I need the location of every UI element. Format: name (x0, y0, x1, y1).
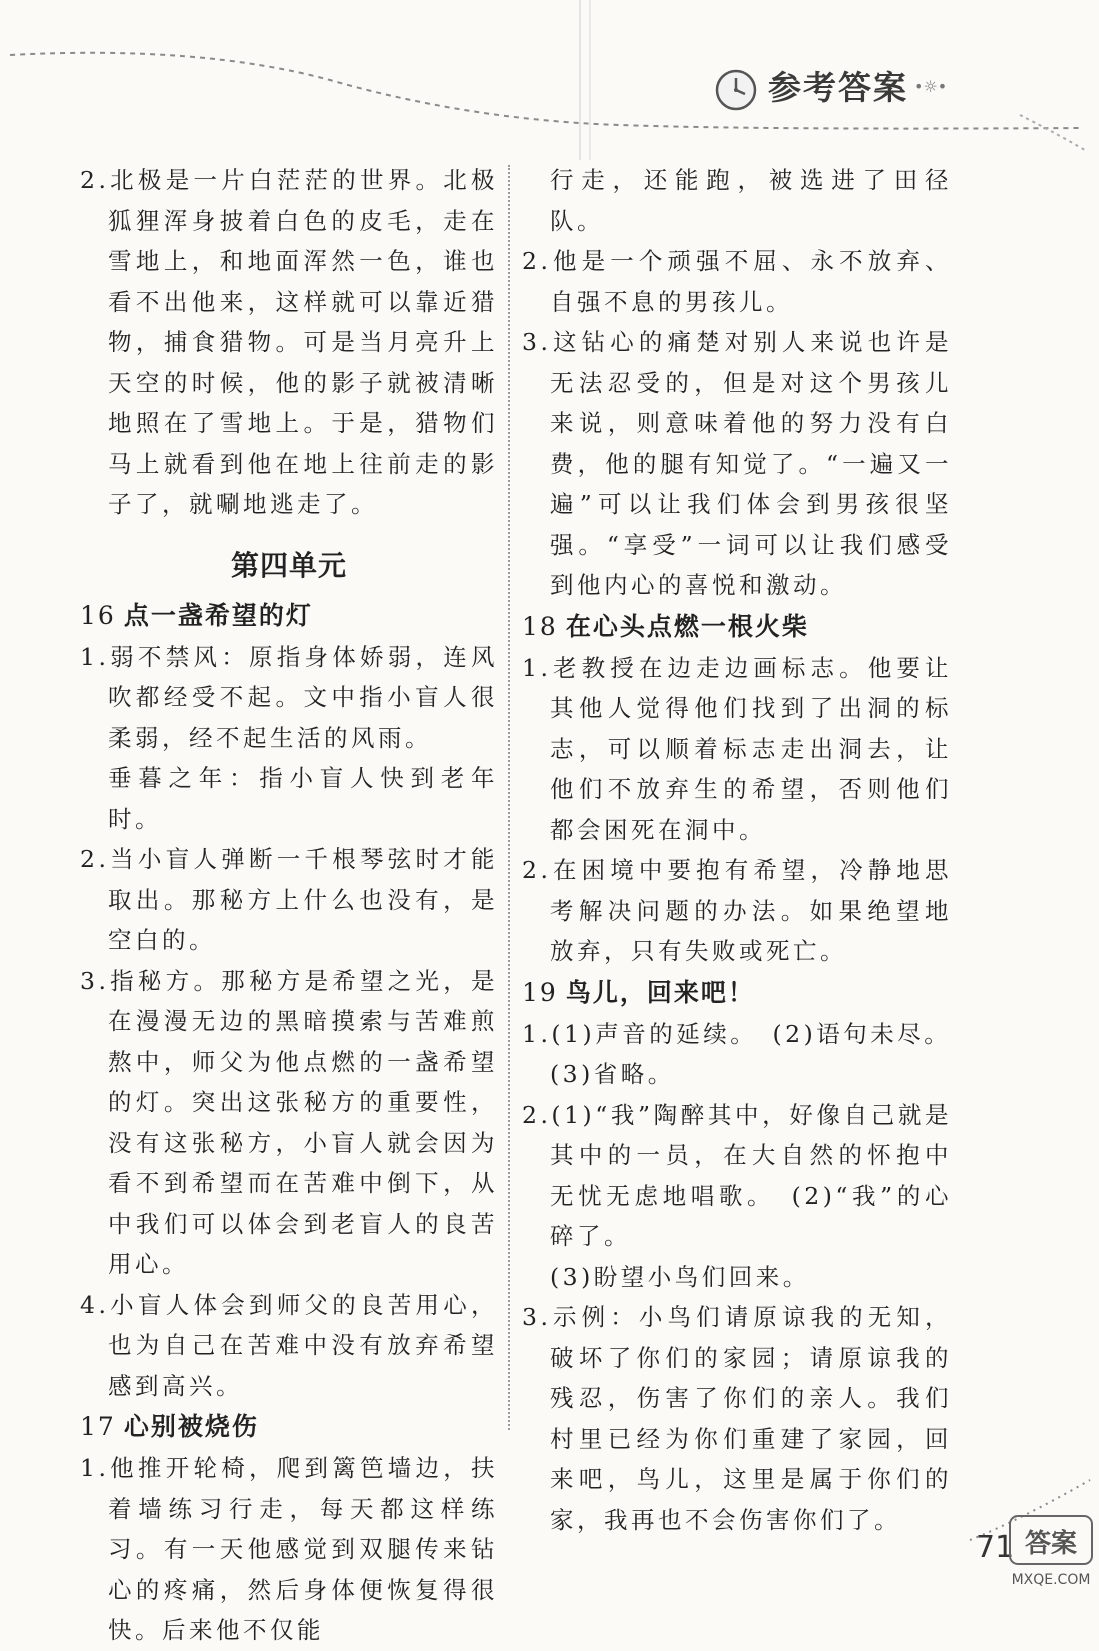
left-column (80, 160, 498, 1651)
clock-icon (712, 66, 760, 114)
page-header (0, 0, 1099, 160)
lesson-heading (522, 606, 952, 648)
lesson-heading (80, 1406, 498, 1448)
answer-continuation: 垂暮之年：指小盲人快到老年时。 (108, 764, 498, 833)
column-divider (508, 165, 510, 1430)
section-header-title: 参考答案 (768, 68, 908, 107)
answer-paragraph: 3.指秘方。那秘方是希望之光，是在漫漫无边的黑暗摸索与苦难煎熬中，师父为他点燃的一盏希望的灯。突出这张秘方的重要性，没有这张秘方，小盲人就会因为看不到希望而在苦难中倒下，从中我们可以体会到老盲人的良苦用心。 (80, 966, 498, 1278)
answer-paragraph: 2.在困境中要抱有希望，冷静地思考解决问题的办法。如果绝望地放弃，只有失败或死亡。 (522, 856, 952, 965)
lesson-title: 在心头点燃一根火柴 (565, 611, 809, 641)
lesson-heading (522, 972, 952, 1014)
answer-paragraph: 3.示例：小鸟们请原谅我的无知，破坏了你们的家园；请原谅我的残忍，伤害了你们的亲人。我们村里已经为你们重建了家园，回来吧，鸟儿，这里是属于你们的家，我再也不会伤害你们了。 (522, 1303, 952, 1534)
answer-paragraph: 2.当小盲人弹断一千根琴弦时才能取出。那秘方上什么也没有，是空白的。 (80, 845, 498, 954)
answer-paragraph: 1.弱不禁风：原指身体娇弱，连风吹都经受不起。文中指小盲人很柔弱，经不起生活的风雨。 (80, 642, 498, 752)
answer-paragraph: 2.他是一个顽强不屈、永不放弃、自强不息的男孩儿。 (522, 247, 952, 316)
answer-continuation: (3)省略。 (550, 1060, 675, 1088)
lesson-title: 点一盏希望的灯 (123, 600, 313, 630)
svg-text:•☼•: •☼• (914, 77, 948, 96)
answer-continuation: 行走，还能跑，被选进了田径队。 (550, 166, 952, 235)
lesson-title: 鸟儿，回来吧！ (565, 977, 755, 1007)
watermark-logo (1008, 1512, 1094, 1592)
lesson-number: 16 (80, 600, 116, 630)
lesson-number: 19 (522, 977, 558, 1007)
lesson-title: 心别被烧伤 (123, 1412, 259, 1441)
answer-paragraph: 1.老教授在边走边画标志。他要让其他人觉得他们找到了出洞的标志，可以顺着标志走出洞去，让他们不放弃生的希望，否则他们都会困死在洞中。 (522, 653, 952, 844)
lesson-number: 18 (522, 611, 558, 641)
answer-paragraph: 3.这钻心的痛楚对别人来说也许是无法忍受的，但是对这个男孩儿来说，则意味着他的努力没有白费，他的腿有知觉了。“一遍又一遍”可以让我们体会到男孩很坚强。“享受”一词可以让我们感受到他内心的喜悦和激动。 (522, 328, 952, 599)
svg-text:MXQE.COM: MXQE.COM (1011, 1572, 1091, 1588)
header-ornament-icon (912, 70, 962, 100)
answer-paragraph: 1.(1)声音的延续。 (2)语句未尽。 (522, 1019, 952, 1048)
lesson-number: 17 (80, 1412, 116, 1441)
answer-continuation: (3)盼望小鸟们回来。 (550, 1262, 810, 1291)
answer-paragraph: 2.北极是一片白茫茫的世界。北极狐狸浑身披着白色的皮毛，走在雪地上，和地面浑然一色，谁也看不出他来，这样就可以靠近猎物，捕食猎物。可是当月亮升上天空的时候，他的影子就被清晰地照在了雪地上。于是，猎物们马上就看到他在地上往前走的影子了，就唰地逃走了。 (80, 166, 498, 518)
right-column (522, 160, 952, 1540)
unit-heading: 第四单元 (230, 548, 347, 582)
answer-paragraph: 4.小盲人体会到师父的良苦用心，也为自己在苦难中没有放弃希望感到高兴。 (80, 1290, 498, 1400)
svg-text:答案: 答案 (1024, 1529, 1078, 1559)
answer-paragraph: 1.他推开轮椅，爬到篱笆墙边，扶着墙练习行走，每天都这样练习。有一天他感觉到双腿传来钻心的疼痛，然后身体便恢复得很快。后来他不仅能 (80, 1454, 498, 1644)
page-number: 71 (976, 1530, 1015, 1565)
lesson-heading (80, 595, 498, 637)
answer-paragraph: 2.(1)“我”陶醉其中，好像自己就是其中的一员，在大自然的怀抱中无忧无虑地唱歌。 (2)“我”的心碎了。 (522, 1100, 952, 1250)
